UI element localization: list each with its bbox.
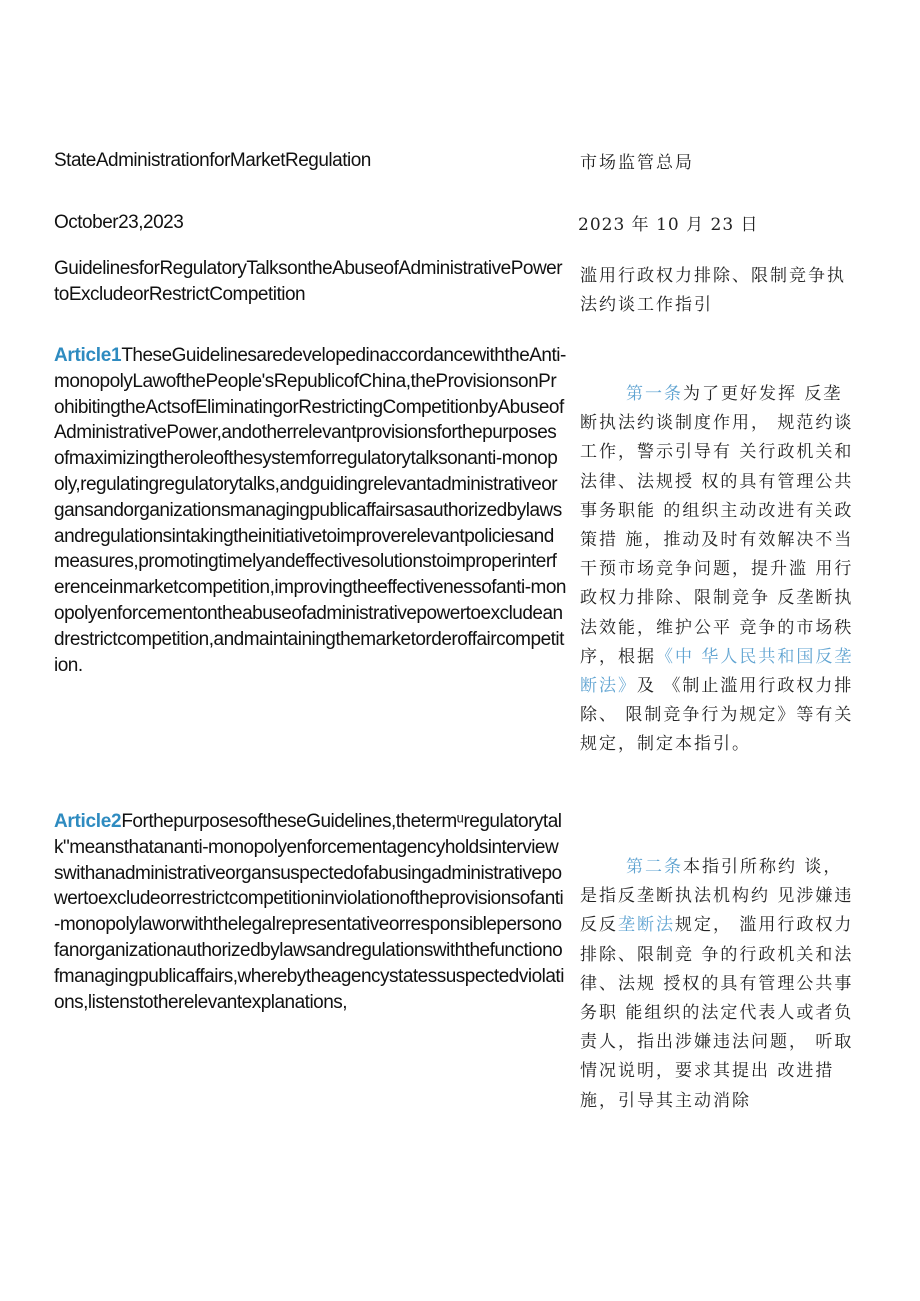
- english-article-1-text: TheseGuidelinesaredevelopedinaccordancewiththeAnti-monopolyLawofthePeople'sRepublicofChina,theProvisionsonProhibitingtheActsofEliminatingorRestrictingCompetitionbyAbuseofAdministrativePower,andotherrelevantprovisionsforthepurposesofmaximizingtheroleofthesystemforregulatorytalksonanti-monopoly,regulatingregulatorytalks,andguidingrelevantadministrativeorgansandorganizationsmanagingpublicaffairsasauthorizedbylawsandregulationsintakingtheinitiativetoimproverelevantpoliciesandmeasures,promotingtimelyandeffectivesolutionstoimproperinterferenceinmarketcompetition,improvingtheeffectivenessofanti-monopolyenforcementontheabuseofadministrativepowertoexcludeandrestrictcompetition,andmaintainingthemarketorderoffaircompetition.: [54, 345, 566, 676]
- chinese-article-2-text-b: 规定， 滥用行政权力排除、限制竞 争的行政机关和法律、法规 授权的具有管理公共事务职 能组织的法定代表人或者负 责人，指出涉嫌违法问题， 听取情况说明，要求其提出 改进措施，引导其主动消除: [580, 915, 854, 1111]
- chinese-document-title: 滥用行政权力排除、限制竞争执法约谈工作指引: [580, 266, 846, 315]
- chinese-article-2: [580, 853, 860, 1116]
- english-document-title: GuidelinesforRegulatoryTalksontheAbuseofAdministrativePowertoExcludeorRestrictCompetition: [54, 258, 563, 305]
- chinese-article-2-text-a: 本指引所称约 谈，是指反垄断执法机构约 见涉嫌违反反: [580, 857, 854, 936]
- english-article-2-text: ForthepurposesoftheseGuidelines,thetermᵘregulatorytalk"meansthatananti-monopolyenforcementagencyholdsinterviewswithanadministrativeorgansuspectedofabusingadministrativepowertoexcludeorrestrictcompetitioninviolationoftheprovisionsofanti-monopolylaworwiththelegalrepresentativeorresponsiblepersonofanorganizationauthorizedbylawsandregulationswiththefunctionofmanagingpublicaffairs,wherebytheagencystatessuspectedviolations,listenstotherelevantexplanations,: [54, 811, 564, 1013]
- english-article-2-label: Article2: [54, 811, 122, 832]
- english-article-1: [54, 343, 566, 678]
- english-date: October23,2023: [54, 212, 184, 233]
- chinese-article-1-law-name: 《中 华人民共和国反垄断法》: [580, 646, 854, 697]
- english-agency-name: StateAdministrationforMarketRegulation: [54, 150, 371, 171]
- chinese-date: 2023 年 10 月 23 日: [578, 215, 759, 235]
- chinese-article-2-law-name: 垄断法: [618, 915, 675, 936]
- chinese-article-1: [580, 380, 860, 760]
- english-article-2: [54, 809, 566, 1015]
- english-article-1-label: Article1: [54, 345, 122, 366]
- chinese-agency-name: 市场监管总局: [580, 153, 694, 173]
- chinese-article-2-label: 第二条: [626, 857, 683, 877]
- chinese-article-1-text-a: 为了更好发挥 反垄断执法约谈制度作用， 规范约谈工作，警示引导有 关行政机关和法律、法规授 权的具有管理公共事务职能 的组织主动改进有关政策措 施，推动及时有效解决不当 干预市场竞争问题，提升滥 用行政权力排除、限制竞争 反垄断执法效能，维护公平 竞争的市场秩序，根据: [580, 384, 854, 667]
- chinese-article-1-text-b: 及 《制止滥用行政权力排除、 限制竞争行为规定》等有关 规定，制定本指引。: [580, 676, 854, 755]
- chinese-article-1-label: 第一条: [626, 384, 683, 404]
